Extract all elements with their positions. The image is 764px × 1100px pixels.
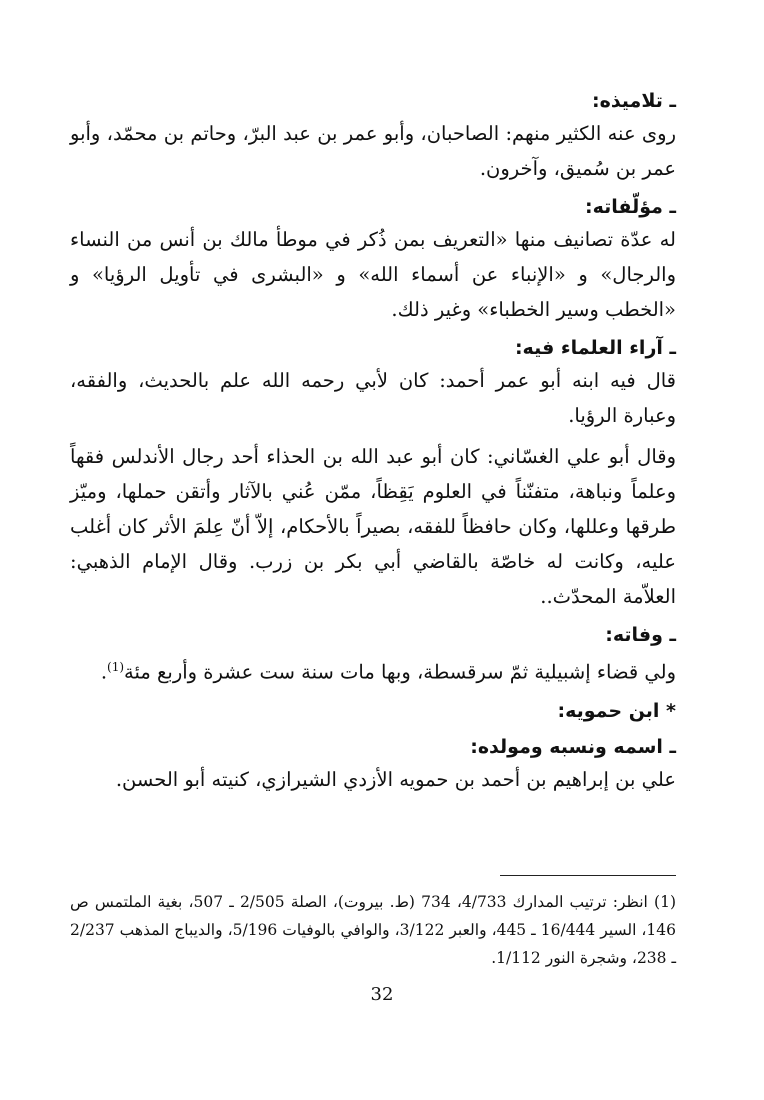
entry-heading-ibn-hamawayh: * ابن حمويه: (557, 699, 676, 722)
paragraph-opinion-ghassani: وقال أبو علي الغسّاني: كان أبو عبد الله بن الحذاء أحد رجال الأندلس فقهاً وعلماً ونباهة، متفنّناً في العلوم يَقِظاً، ممّن عُني بالآثار وأتقن حملها، وميّز طرقها وعللها، وكان حافظاً للفقه، بصيراً بالأحكام، إلاّ أنّ عِلمَ الأثر كان أغلب عليه، وكانت له خاصّة بالقاضي أبي بكر بن زرب. وقال الإمام الذهبي: العلاّمة المحدّث.. (70, 445, 676, 608)
death-text-end: . (100, 660, 108, 684)
section-heading-students: ـ تلاميذه: (592, 90, 676, 112)
footnotes (70, 888, 676, 972)
footnote-1: (1) انظر: ترتيب المدارك 4/733، 734 (ط. بيروت)، الصلة 2/505 ـ 507، بغية الملتمس ص 146، السير 16/444 ـ 445، والعبر 3/122، والوافي بالوفيات 5/196، والديباج المذهب 2/237 ـ 238، وشجرة النور 1/112. (70, 893, 676, 967)
section-heading-works: ـ مؤلّفاته: (585, 196, 676, 218)
paragraph-name-lineage: علي بن إبراهيم بن أحمد بن حمويه الأزدي الشيرازي، كنيته أبو الحسن. (115, 767, 676, 791)
paragraph-opinion-son: قال فيه ابنه أبو عمر أحمد: كان لأبي رحمه الله علم بالحديث، والفقه، وعبارة الرؤيا. (70, 369, 676, 427)
main-text (70, 82, 676, 797)
paragraph-students: روى عنه الكثير منهم: الصاحبان، وأبو عمر بن عبد البرّ، وحاتم بن محمّد، وأبو عمر بن سُميق، وآخرون. (70, 122, 676, 180)
section-heading-death: ـ وفاته: (605, 624, 676, 646)
section-heading-scholars-opinions: ـ آراء العلماء فيه: (514, 337, 676, 359)
footnote-divider (500, 875, 676, 876)
death-text: ولي قضاء إشبيلية ثمّ سرقسطة، وبها مات سنة ست عشرة وأربع مئة (124, 660, 676, 684)
page-number: 32 (370, 984, 394, 1005)
section-heading-name-lineage: ـ اسمه ونسبه ومولده: (470, 735, 676, 758)
paragraph-death (70, 650, 676, 690)
paragraph-works: له عدّة تصانيف منها «التعريف بمن ذُكر في موطأ مالك بن أنس من النساء والرجال» و «الإنباء عن أسماء الله» و «البشرى في تأويل الرؤيا» و «الخطب وسير الخطباء» وغير ذلك. (70, 228, 676, 321)
footnote-reference[interactable]: (1) (107, 660, 125, 674)
